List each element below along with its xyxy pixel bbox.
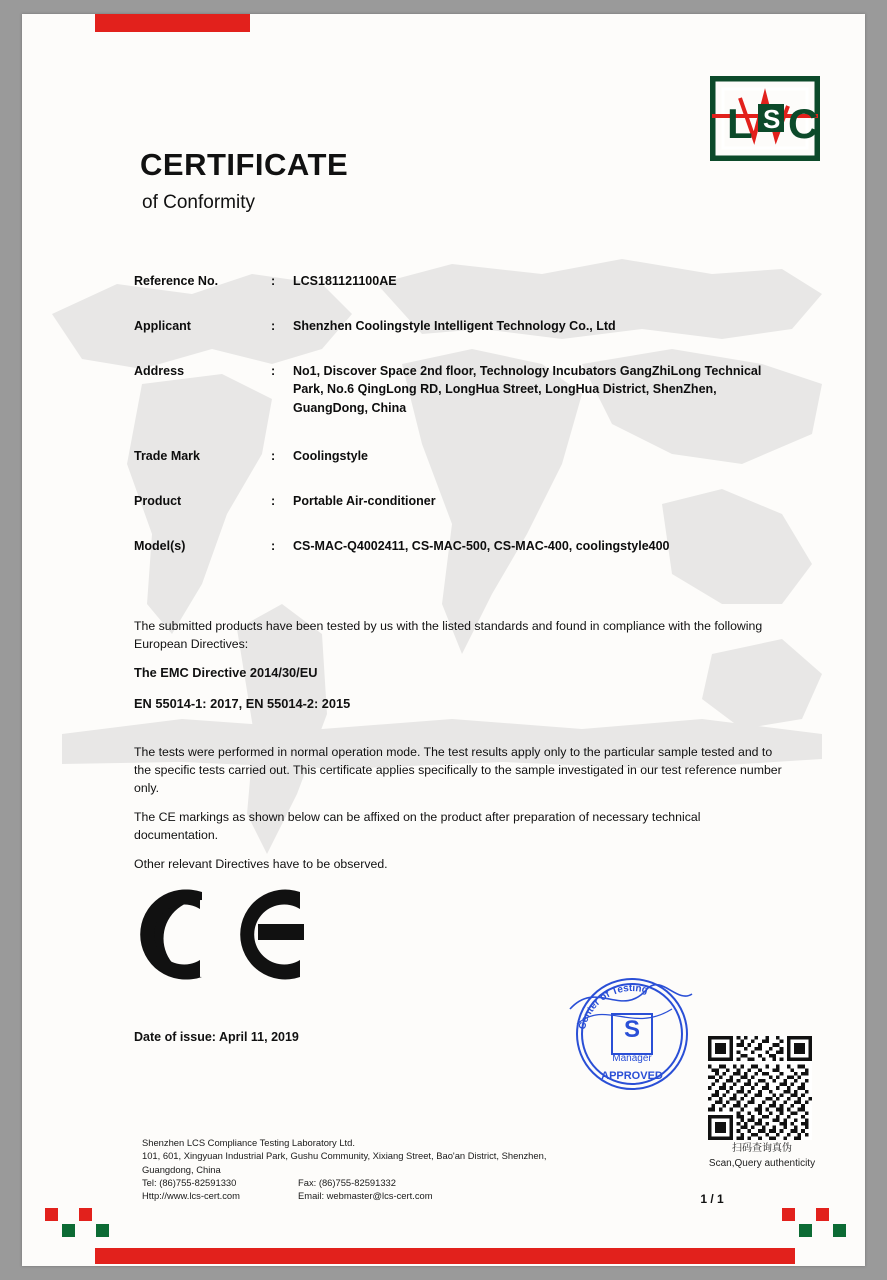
footer-address-1: 101, 601, Xingyuan Industrial Park, Gushu Community, Xixiang Street, Bao'an District, Shenzhen, bbox=[142, 1150, 547, 1162]
field-colon: : bbox=[271, 364, 276, 379]
svg-text:S: S bbox=[623, 1016, 641, 1043]
svg-text:L: L bbox=[727, 100, 753, 147]
standards-line: EN 55014-1: 2017, EN 55014-2: 2015 bbox=[134, 696, 351, 711]
ce-mark-icon bbox=[140, 882, 310, 987]
svg-text:APPROVED: APPROVED bbox=[601, 1070, 663, 1082]
qr-code[interactable] bbox=[708, 1036, 812, 1140]
field-label: Trade Mark bbox=[134, 448, 201, 463]
field-row bbox=[134, 492, 794, 510]
field-colon: : bbox=[271, 448, 276, 463]
footer-fax: Fax: (86)755-82591332 bbox=[298, 1177, 396, 1189]
field-row bbox=[134, 362, 794, 416]
certificate-fields bbox=[134, 272, 794, 582]
footer-tel: Tel: (86)755-82591330 bbox=[142, 1177, 237, 1189]
field-colon: : bbox=[271, 493, 276, 508]
decor-dot-green bbox=[833, 1224, 846, 1237]
qr-caption bbox=[682, 1142, 842, 1171]
lcs-logo bbox=[710, 76, 820, 161]
field-row bbox=[134, 447, 794, 465]
footer-email[interactable]: Email: webmaster@lcs-cert.com bbox=[298, 1190, 433, 1202]
svg-text:Manager: Manager bbox=[612, 1053, 652, 1064]
decor-dot-green bbox=[96, 1224, 109, 1237]
footer-address-2: Guangdong, China bbox=[142, 1163, 221, 1175]
field-colon: : bbox=[271, 319, 276, 334]
svg-text:S: S bbox=[763, 104, 781, 134]
page-subtitle: of Conformity bbox=[142, 192, 255, 213]
compliance-paragraph: The submitted products have been tested by us with the listed standards and found in compliance with the following European Directives: bbox=[134, 619, 763, 651]
page-number: 1 / 1 bbox=[700, 1192, 724, 1206]
decor-dot-green bbox=[799, 1224, 812, 1237]
field-value: No1, Discover Space 2nd floor, Technology Incubators GangZhiLong Technical Park, No.6 QingLong RD, LongHua Street, LongHua District, ShenZhen, GuangDong, China bbox=[293, 364, 762, 415]
directive-line: The EMC Directive 2014/30/EU bbox=[134, 665, 318, 680]
field-label: Applicant bbox=[134, 319, 191, 334]
date-of-issue: Date of issue: April 11, 2019 bbox=[134, 1030, 299, 1044]
footer bbox=[142, 1136, 662, 1203]
field-label: Address bbox=[134, 364, 185, 379]
test-conditions-paragraph: The tests were performed in normal operation mode. The test results apply only to the particular sample tested and to the specific tests carried out. This certificate applies specifically to the sample investigated in our test reference number only. bbox=[134, 745, 782, 795]
svg-text:C: C bbox=[788, 100, 819, 147]
approval-stamp bbox=[552, 969, 712, 1099]
qr-caption-en: Scan,Query authenticity bbox=[708, 1157, 816, 1169]
field-value: Coolingstyle bbox=[293, 448, 369, 463]
field-colon: : bbox=[271, 274, 276, 288]
field-value: Shenzhen Coolingstyle Intelligent Technology Co., Ltd bbox=[293, 319, 616, 334]
field-label: Product bbox=[134, 493, 182, 508]
top-red-bar bbox=[95, 14, 250, 32]
page-title: CERTIFICATE bbox=[140, 147, 349, 182]
decor-dot-red bbox=[79, 1208, 92, 1221]
field-colon: : bbox=[271, 538, 276, 553]
decor-dot-red bbox=[816, 1208, 829, 1221]
decor-dot-red bbox=[45, 1208, 58, 1221]
decor-dot-green bbox=[62, 1224, 75, 1237]
field-label: Reference No. bbox=[134, 274, 219, 288]
decor-dot-red bbox=[782, 1208, 795, 1221]
field-value: CS-MAC-Q4002411, CS-MAC-500, CS-MAC-400, coolingstyle400 bbox=[293, 538, 670, 553]
field-label: Model(s) bbox=[134, 538, 186, 553]
footer-website[interactable]: Http://www.lcs-cert.com bbox=[142, 1190, 240, 1202]
certificate-paper bbox=[22, 14, 865, 1266]
field-value: LCS181121100AE bbox=[293, 274, 397, 288]
qr-caption-cn: 扫码查询真伪 bbox=[732, 1143, 792, 1154]
bottom-red-bar bbox=[95, 1248, 795, 1264]
field-row bbox=[134, 272, 794, 290]
footer-lab-name: Shenzhen LCS Compliance Testing Laboratory Ltd. bbox=[142, 1137, 355, 1148]
svg-text:Center of Testing: Center of Testing bbox=[576, 982, 650, 1031]
field-row bbox=[134, 317, 794, 335]
field-value: Portable Air-conditioner bbox=[293, 493, 436, 508]
ce-marking-paragraph: The CE markings as shown below can be affixed on the product after preparation of necessary technical documentation. bbox=[134, 810, 701, 842]
field-row bbox=[134, 537, 794, 555]
other-directives-paragraph: Other relevant Directives have to be observed. bbox=[134, 857, 388, 871]
